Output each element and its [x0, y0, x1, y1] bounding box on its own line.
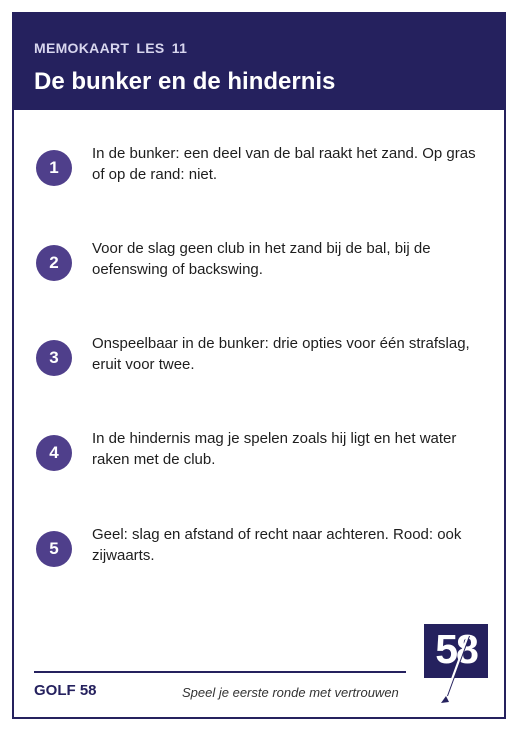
- item-text: Onspeelbaar in de bunker: drie opties voor één strafslag, eruit voor twee.: [92, 335, 470, 373]
- item-text: In de bunker: een deel van de bal raakt het zand. Op gras of op de rand: niet.: [92, 145, 476, 183]
- golf-club-icon: [424, 624, 488, 704]
- memo-card: [12, 12, 506, 719]
- footer-brand: GOLF 58: [34, 682, 97, 699]
- list-item: [36, 145, 486, 210]
- list-item: [36, 335, 486, 400]
- item-text: Geel: slag en afstand of recht naar achteren. Rood: ook zijwaarts.: [92, 526, 462, 564]
- item-text: Voor de slag geen club in het zand bij de bal, bij de oefenswing of backswing.: [92, 240, 431, 278]
- number-badge: 5: [36, 531, 72, 567]
- list-item: [36, 430, 486, 495]
- number-badge: 2: [36, 245, 72, 281]
- card-header: [14, 14, 504, 110]
- item-text: In de hindernis mag je spelen zoals hij ligt en het water raken met de club.: [92, 430, 457, 468]
- list-item: [36, 526, 486, 591]
- logo-number: 58: [435, 626, 477, 672]
- number-badge: 1: [36, 150, 72, 186]
- number-badge: 4: [36, 435, 72, 471]
- card-kicker: MEMOKAART LES 11: [34, 40, 188, 56]
- footer-rule: [34, 671, 406, 673]
- footer-tagline: Speel je eerste ronde met vertrouwen: [182, 685, 399, 700]
- number-badge: 3: [36, 340, 72, 376]
- card-title: De bunker en de hindernis: [34, 68, 336, 95]
- list-item: [36, 240, 486, 305]
